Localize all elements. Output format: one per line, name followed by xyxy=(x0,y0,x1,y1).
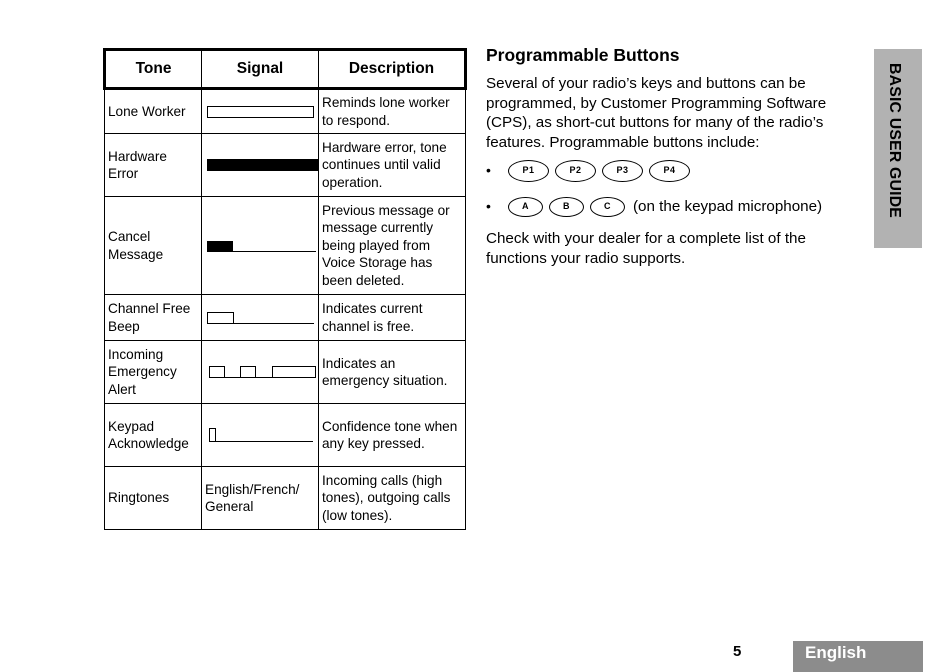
signal-cell xyxy=(202,404,319,467)
p4-button-icon: P4 xyxy=(649,160,690,182)
tone-description: Reminds lone worker to respond. xyxy=(319,89,466,134)
keypad-mic-note: (on the keypad microphone) xyxy=(633,198,823,216)
tone-name: Hardware Error xyxy=(105,134,202,197)
pulse-train-signal-icon xyxy=(207,365,317,379)
tone-name: Cancel Message xyxy=(105,197,202,295)
intro-paragraph: Several of your radio’s keys and buttons can be programmed, by Customer Programming Software (CPS), as short-cut buttons for many of the radio’s features. Programmable buttons include: xyxy=(486,75,827,151)
p2-button-icon: P2 xyxy=(555,160,596,182)
tone-description: Confidence tone when any key pressed. xyxy=(319,404,466,467)
bullet-dot: • xyxy=(486,162,491,179)
tone-name: Keypad Acknowledge xyxy=(105,404,202,467)
header-description: Description xyxy=(319,50,466,89)
bullet-programmable-p-buttons xyxy=(486,160,696,182)
a-button-icon: A xyxy=(508,197,543,217)
table-row xyxy=(105,404,466,467)
short-solid-pulse-signal-icon xyxy=(207,239,317,253)
tone-description: Incoming calls (high tones), outgoing calls (low tones). xyxy=(319,467,466,530)
tone-description: Previous message or message currently being played from Voice Storage has been deleted. xyxy=(319,197,466,295)
p1-button-icon: P1 xyxy=(508,160,549,182)
tone-name: Lone Worker xyxy=(105,89,202,134)
header-signal: Signal xyxy=(202,50,319,89)
table-row xyxy=(105,197,466,295)
tone-description: Indicates an emergency situation. xyxy=(319,341,466,404)
narrow-pulse-signal-icon xyxy=(207,427,315,443)
signal-cell xyxy=(202,134,319,197)
signal-cell xyxy=(202,341,319,404)
language-label: English xyxy=(805,643,867,662)
signal-text: English/French/ General xyxy=(202,467,319,530)
header-tone: Tone xyxy=(105,50,202,89)
page-number: 5 xyxy=(733,643,742,660)
short-open-pulse-signal-icon xyxy=(207,311,315,325)
closing-paragraph: Check with your dealer for a complete list of the functions your radio supports. xyxy=(486,230,806,267)
signal-cell xyxy=(202,295,319,341)
side-tab-label: BASIC USER GUIDE xyxy=(886,63,903,219)
solid-bar-signal-icon xyxy=(207,159,319,171)
section-title: Programmable Buttons xyxy=(486,45,680,65)
p3-button-icon: P3 xyxy=(602,160,643,182)
bullet-dot: • xyxy=(486,198,491,215)
table-row xyxy=(105,89,466,134)
tone-name: Incoming Emergency Alert xyxy=(105,341,202,404)
long-open-bar-signal-icon xyxy=(207,105,315,119)
table-row xyxy=(105,467,466,530)
table-row xyxy=(105,134,466,197)
table-row xyxy=(105,295,466,341)
signal-cell xyxy=(202,197,319,295)
c-button-icon: C xyxy=(590,197,625,217)
tone-description: Hardware error, tone continues until valid operation. xyxy=(319,134,466,197)
table-header-row xyxy=(105,50,466,89)
tone-name: Channel Free Beep xyxy=(105,295,202,341)
signal-cell xyxy=(202,89,319,134)
tone-description: Indicates current channel is free. xyxy=(319,295,466,341)
b-button-icon: B xyxy=(549,197,584,217)
table-row xyxy=(105,341,466,404)
bullet-keypad-mic-buttons xyxy=(486,197,822,217)
side-tab xyxy=(874,49,922,248)
language-tab xyxy=(793,641,923,672)
tone-name: Ringtones xyxy=(105,467,202,530)
tone-table xyxy=(103,48,467,530)
